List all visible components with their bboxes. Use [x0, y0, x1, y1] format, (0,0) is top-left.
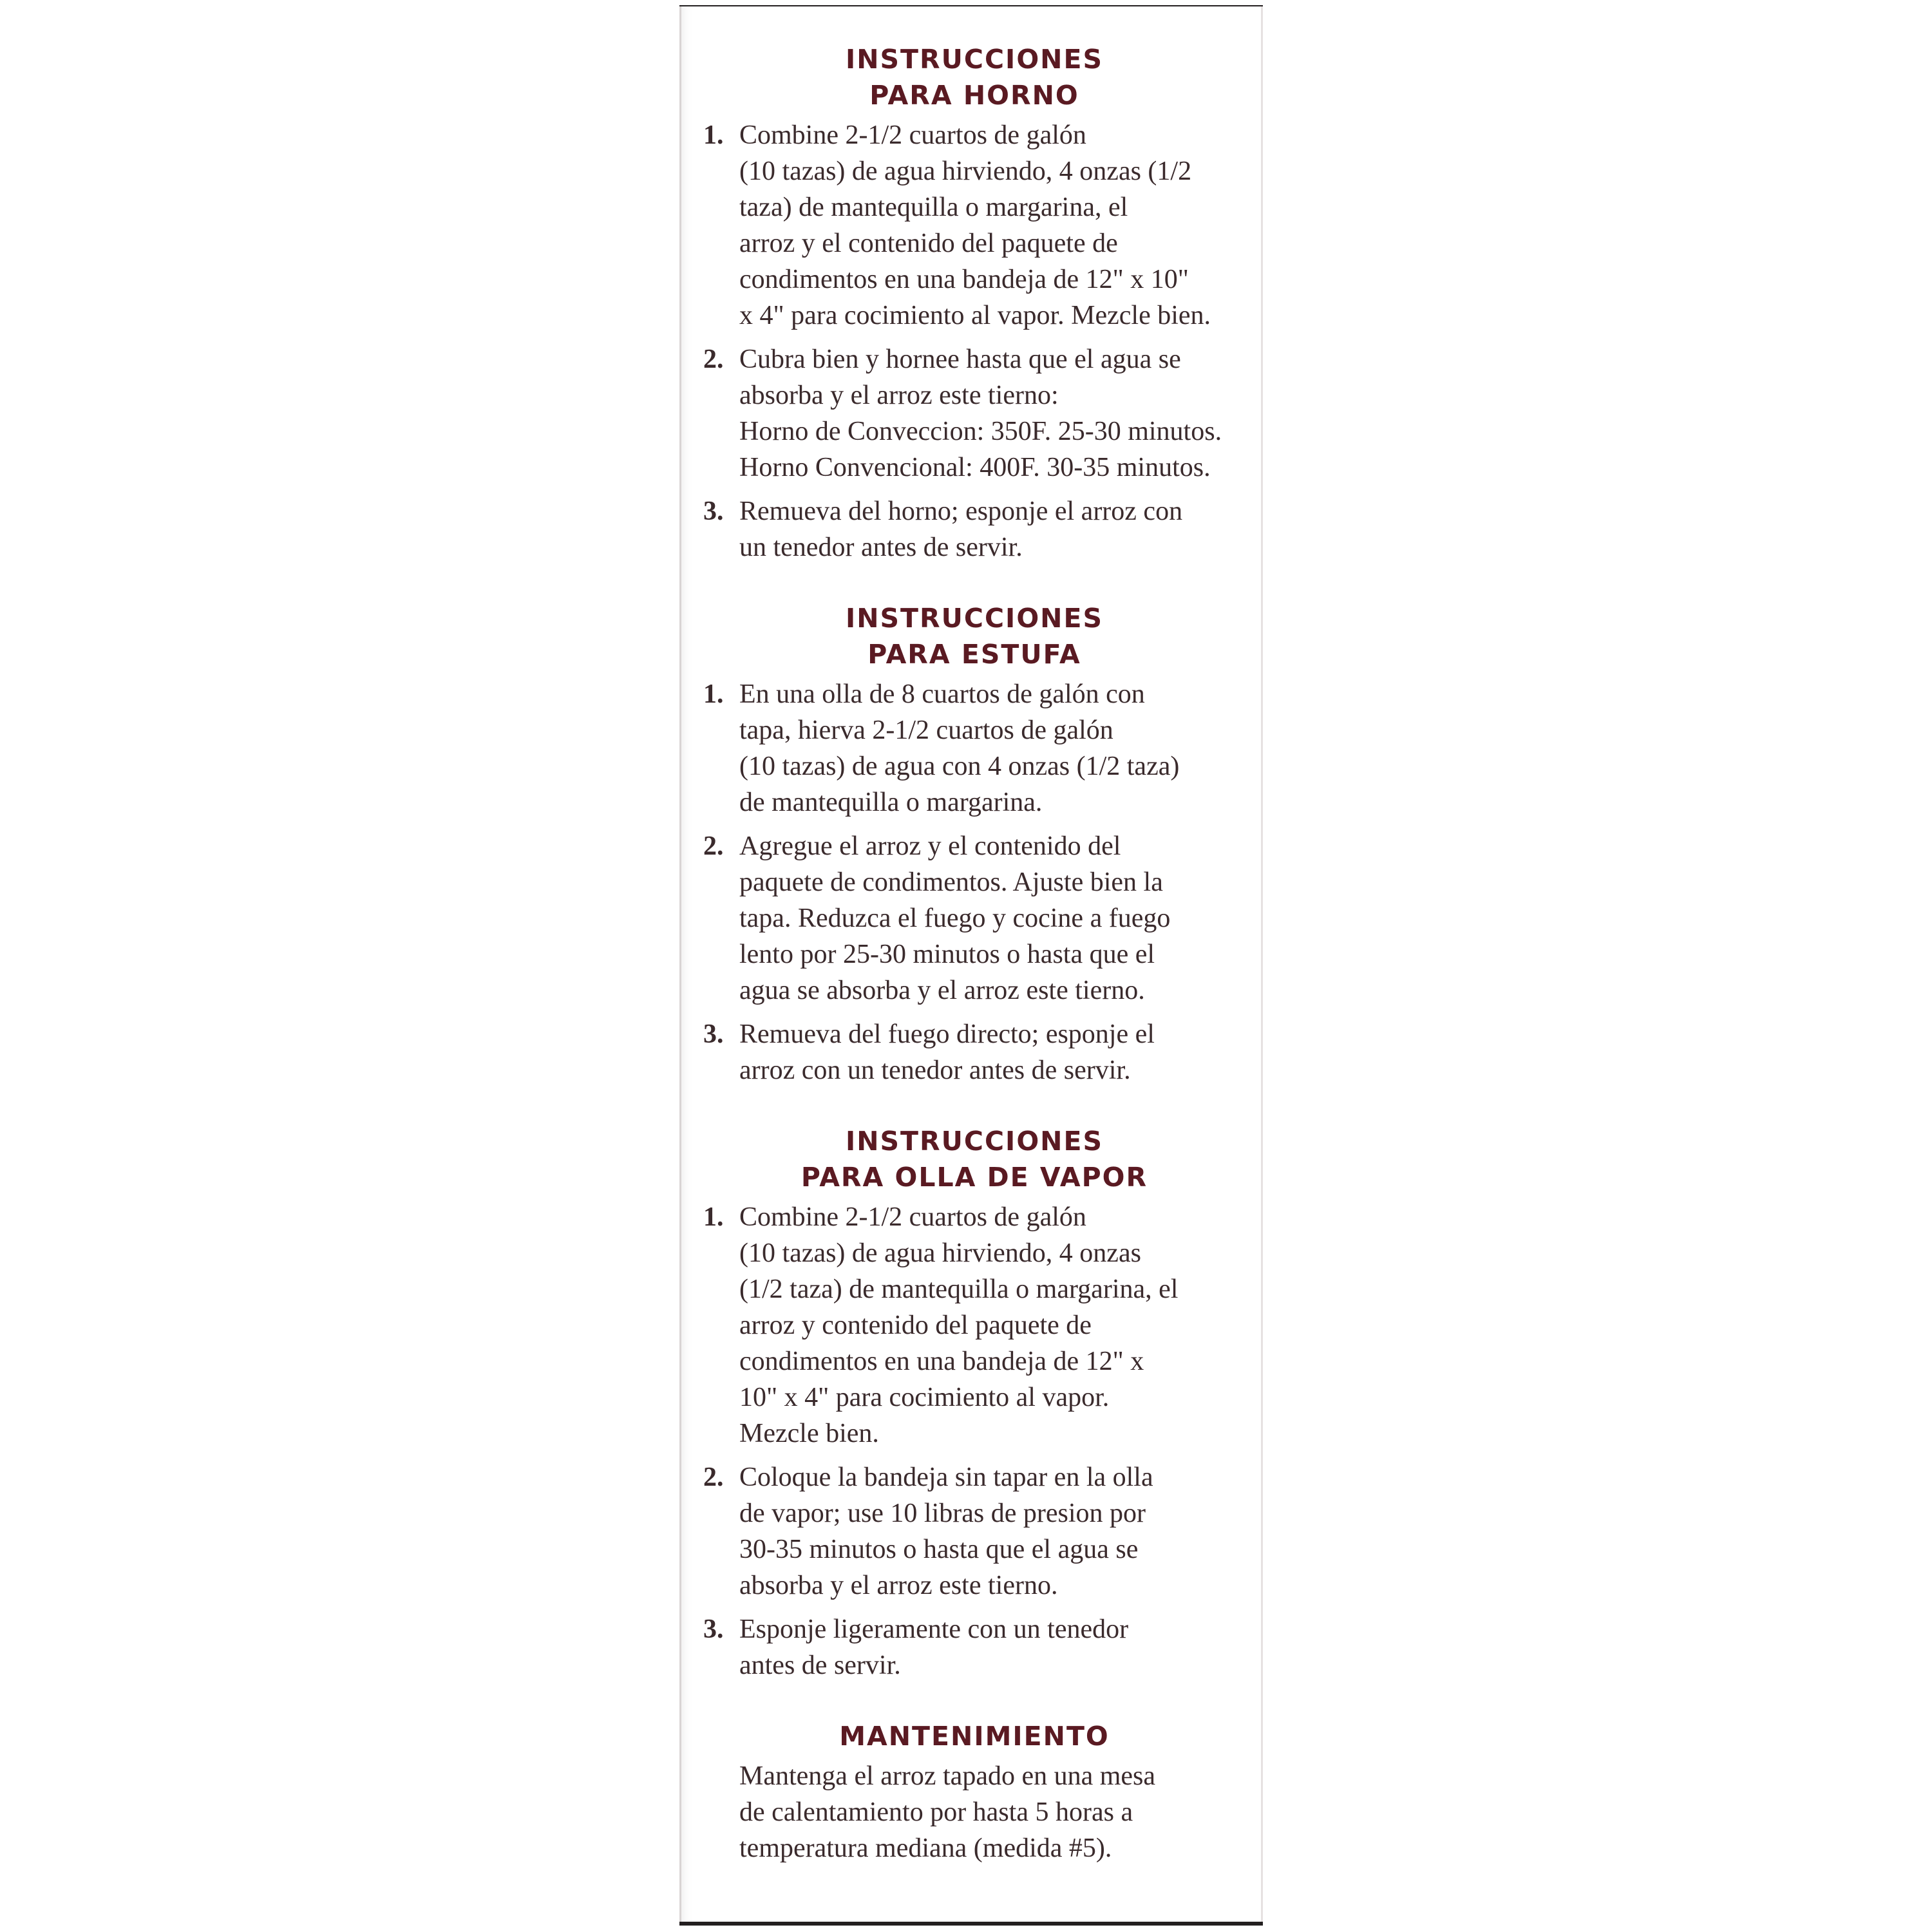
maintenance-text-line: Mantenga el arroz tapado en una mesa	[739, 1761, 1156, 1791]
stove-steps-list	[703, 676, 1245, 1088]
step-text-line: (10 tazas) de agua hirviendo, 4 onzas (1/2	[739, 156, 1192, 186]
step-text-line: (10 tazas) de agua con 4 onzas (1/2 taza)	[739, 752, 1180, 781]
step-text-line: Horno de Conveccion: 350F. 25-30 minutos.	[739, 417, 1222, 446]
panel-bottom-edge	[679, 1922, 1263, 1926]
step-text-line: (1/2 taza) de mantequilla o margarina, el	[739, 1274, 1179, 1304]
step-text-line: Cubra bien y hornee hasta que el agua se	[739, 345, 1181, 374]
instructions-content	[703, 41, 1245, 1901]
step-text-line: tapa, hierva 2-1/2 cuartos de galón	[739, 715, 1113, 745]
heading-line: PARA HORNO	[869, 80, 1079, 111]
step-text-line: condimentos en una bandeja de 12" x 10"	[739, 265, 1189, 294]
maintenance-text-line: temperatura mediana (medida #5).	[739, 1833, 1112, 1863]
step-text-line: Combine 2-1/2 cuartos de galón	[739, 1202, 1086, 1232]
step-number: 2.	[703, 831, 724, 861]
heading-line: INSTRUCCIONES	[845, 1126, 1104, 1157]
steamer-step-2	[703, 1459, 1245, 1604]
stove-step-3	[703, 1016, 1245, 1088]
step-text-line: 30-35 minutos o hasta que el agua se	[739, 1535, 1139, 1564]
step-text-line: arroz con un tenedor antes de servir.	[739, 1056, 1131, 1085]
step-text-line: lento por 25-30 minutos o hasta que el	[739, 940, 1155, 969]
step-text-line: En una olla de 8 cuartos de galón con	[739, 679, 1145, 709]
heading-line: INSTRUCCIONES	[845, 44, 1104, 75]
step-number: 2.	[703, 1463, 724, 1492]
steamer-instructions-section	[703, 1123, 1245, 1683]
step-text-line: un tenedor antes de servir.	[739, 533, 1023, 562]
step-text-line: (10 tazas) de agua hirviendo, 4 onzas	[739, 1238, 1141, 1268]
oven-step-3	[703, 493, 1245, 565]
step-text-line: absorba y el arroz este tierno.	[739, 1571, 1058, 1600]
step-text-line: arroz y el contenido del paquete de	[739, 229, 1118, 258]
stove-step-2	[703, 828, 1245, 1009]
maintenance-section	[703, 1718, 1245, 1866]
step-text-line: taza) de mantequilla o margarina, el	[739, 193, 1128, 222]
maintenance-heading	[703, 1718, 1245, 1754]
steamer-heading	[703, 1123, 1245, 1195]
step-text-line: Horno Convencional: 400F. 30-35 minutos.	[739, 453, 1211, 482]
step-text-line: Mezcle bien.	[739, 1419, 879, 1448]
heading-line: PARA ESTUFA	[867, 639, 1081, 670]
heading-line: INSTRUCCIONES	[845, 603, 1104, 634]
step-text-line: agua se absorba y el arroz este tierno.	[739, 976, 1145, 1005]
stove-step-1	[703, 676, 1245, 820]
step-text-line: condimentos en una bandeja de 12" x	[739, 1347, 1144, 1376]
stove-instructions-section	[703, 600, 1245, 1088]
step-text-line: Esponje ligeramente con un tenedor	[739, 1615, 1129, 1644]
steamer-step-3	[703, 1611, 1245, 1683]
step-text-line: Remueva del fuego directo; esponje el	[739, 1019, 1155, 1049]
step-text-line: paquete de condimentos. Ajuste bien la	[739, 867, 1163, 897]
maintenance-text-line: de calentamiento por hasta 5 horas a	[739, 1797, 1133, 1827]
heading-line: PARA OLLA DE VAPOR	[800, 1162, 1148, 1193]
oven-heading	[703, 41, 1245, 113]
step-text-line: Remueva del horno; esponje el arroz con	[739, 497, 1183, 526]
step-text-line: Coloque la bandeja sin tapar en la olla	[739, 1463, 1153, 1492]
step-text-line: antes de servir.	[739, 1651, 901, 1680]
step-number: 3.	[703, 497, 724, 526]
step-number: 3.	[703, 1615, 724, 1644]
step-number: 1.	[703, 120, 724, 150]
step-number: 1.	[703, 1202, 724, 1232]
step-number: 1.	[703, 679, 724, 709]
step-number: 3.	[703, 1019, 724, 1049]
step-text-line: de mantequilla o margarina.	[739, 788, 1043, 817]
step-number: 2.	[703, 345, 724, 374]
step-text-line: de vapor; use 10 libras de presion por	[739, 1499, 1146, 1528]
oven-steps-list	[703, 117, 1245, 565]
step-text-line: Agregue el arroz y el contenido del	[739, 831, 1121, 861]
step-text-line: 10" x 4" para cocimiento al vapor.	[739, 1383, 1110, 1412]
stove-heading	[703, 600, 1245, 672]
oven-instructions-section	[703, 41, 1245, 565]
oven-step-1	[703, 117, 1245, 334]
oven-step-2	[703, 341, 1245, 486]
steamer-steps-list	[703, 1199, 1245, 1683]
steamer-step-1	[703, 1199, 1245, 1452]
step-text-line: arroz y contenido del paquete de	[739, 1311, 1092, 1340]
step-text-line: x 4" para cocimiento al vapor. Mezcle bien.	[739, 301, 1211, 330]
step-text-line: Combine 2-1/2 cuartos de galón	[739, 120, 1086, 150]
maintenance-text	[703, 1758, 1245, 1866]
heading-line: MANTENIMIENTO	[839, 1721, 1110, 1752]
step-text-line: absorba y el arroz este tierno:	[739, 381, 1059, 410]
step-text-line: tapa. Reduzca el fuego y cocine a fuego	[739, 904, 1171, 933]
